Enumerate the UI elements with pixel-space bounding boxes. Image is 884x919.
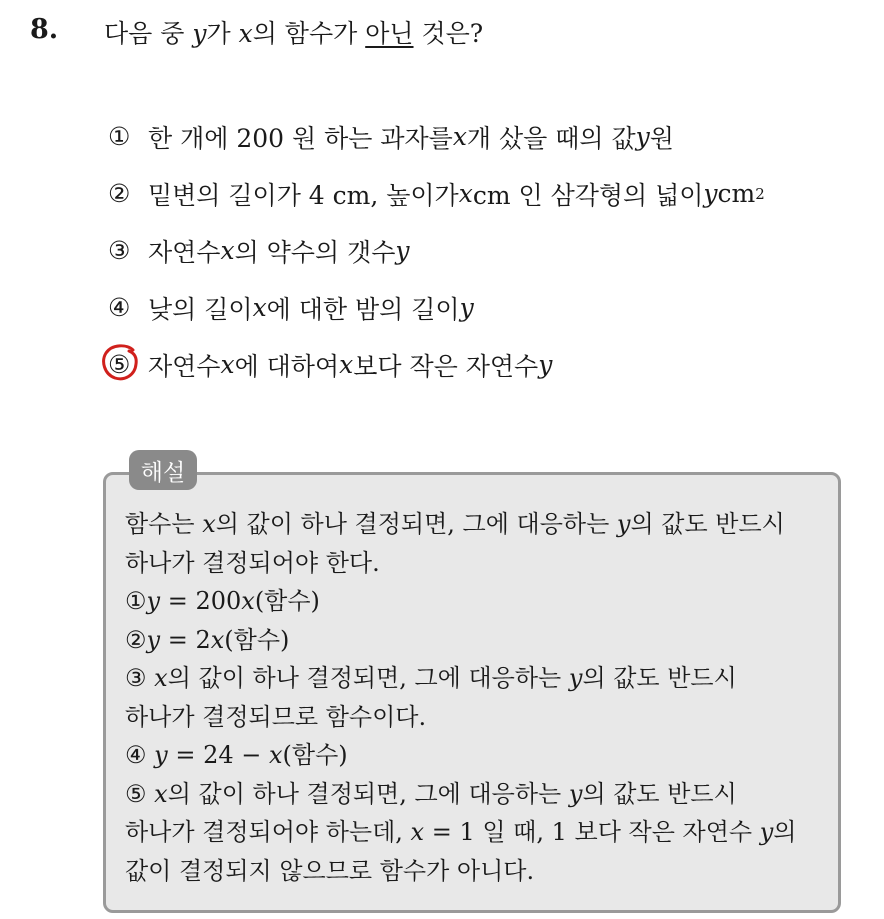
question-number: 8. [30,14,59,45]
math-variable: y [459,293,474,322]
math-variable: x [154,664,168,692]
choice-text: 밑변의 길이가 4 cm, 높이가 [148,180,459,210]
math-variable: x [210,625,225,654]
question-text-d: 것은? [413,19,484,48]
solution-line [125,582,830,621]
solution-text-run: = 200 [160,587,242,615]
solution-text-run: ④ [125,741,155,769]
math-variable: x [269,741,283,769]
math-variable: x [452,122,467,151]
solution-text-run: 의 값이 하나 결정되면, 그에 대응하는 [167,779,569,808]
math-variable: x [220,350,235,379]
solution-line [125,775,830,814]
math-variable: y [616,510,631,538]
solution-line [125,736,830,775]
choice-text: 개 샀을 때의 값 [466,123,636,153]
solution-text-run: 함수는 [125,510,203,538]
question-text-c: 의 함수가 [252,19,366,48]
math-variable: y [146,587,161,615]
question-text [104,14,483,50]
choice-text: 낮의 길이 [148,294,253,324]
math-variable: x [202,510,216,538]
solution-line [125,698,830,737]
solution-line [125,505,830,544]
math-variable: y [395,236,410,265]
choice-5[interactable] [108,336,765,393]
math-variable: y [635,122,650,151]
choice-text: 에 대한 밤의 길이 [266,294,460,324]
var-y: y [192,19,207,48]
solution-line [125,852,830,891]
solution-text-run: 하나가 결정되어야 한다. [125,548,380,577]
choice-2[interactable]: ② 밑변의 길이가 4 cm, 높이가 x cm 인 삼각형의 넓이 y cm 2 [108,165,765,222]
choice-3[interactable] [108,222,765,279]
choice-text: 의 약수의 갯수 [234,237,396,267]
selection-circle-icon [100,342,140,382]
choice-text: 한 개에 200 원 하는 과자를 [148,123,453,153]
choice-text: 자연수 [148,237,221,267]
solution-text-run: 의 값이 하나 결정되면, 그에 대응하는 [215,510,617,538]
choice-1[interactable] [108,108,765,165]
choice-text: cm [717,179,756,208]
choice-mark: ④ [108,293,131,322]
solution-text-run: = 24 − [167,741,269,769]
solution-line [125,659,830,698]
math-variable: x [154,779,168,808]
choice-text: cm 인 삼각형의 넓이 [472,180,704,210]
choice-mark: ③ [108,236,131,265]
math-variable: y [568,779,583,808]
solution-text-run: 의 값도 반드시 [582,664,737,692]
solution-line [125,621,830,660]
choice-text: 자연수 [148,351,221,381]
question-text-a: 다음 중 [104,19,193,48]
solution-text-run: ② [125,625,147,654]
math-variable: x [410,818,425,846]
solution-text-run: 의 [773,818,797,846]
solution-text-run: ⑤ [125,779,155,808]
solution-text [125,505,830,890]
math-variable: y [568,664,583,692]
math-variable: y [154,741,168,769]
solution-text-run: 값이 결정되지 않으므로 함수가 아니다. [125,856,535,885]
var-x: x [238,19,253,48]
solution-text-run: 하나가 결정되므로 함수이다. [125,702,427,731]
solution-text-run: ③ [125,664,155,692]
math-variable: x [458,179,473,208]
math-variable: y [703,179,718,208]
choice-4[interactable] [108,279,765,336]
choice-text: 원 [649,123,674,153]
solution-tab: 해설 [129,450,197,490]
solution-text-run: = 2 [160,625,211,654]
math-variable: y [146,625,161,654]
math-variable: y [538,350,553,379]
underlined-word: 아닌 [365,19,414,48]
solution-text-run: 의 값도 반드시 [582,779,737,808]
solution-text-run: ① [125,587,147,615]
solution-text-run: (함수) [224,625,290,654]
solution-text-run: (함수) [282,741,348,769]
choice-mark: ⑤ [108,350,148,379]
choice-mark: ② [108,179,131,208]
choice-list [108,108,765,393]
solution-text-run: 의 값도 반드시 [630,510,785,538]
solution-text-run: (함수) [254,587,320,615]
choice-text: 에 대하여 [234,351,340,381]
solution-line [125,813,830,852]
solution-text-run: 하나가 결정되어야 하는데, [125,818,411,846]
choice-mark: ① [108,122,131,151]
math-variable: x [241,587,255,615]
math-variable: x [252,293,267,322]
math-variable: x [339,350,354,379]
solution-line [125,544,830,583]
solution-text-run: 의 값이 하나 결정되면, 그에 대응하는 [167,664,569,692]
choice-text: 보다 작은 자연수 [353,351,539,381]
solution-text-run: = 1 일 때, 1 보다 작은 자연수 [424,818,760,846]
math-variable: y [759,818,774,846]
question-text-b: 가 [206,19,239,48]
math-variable: x [220,236,235,265]
